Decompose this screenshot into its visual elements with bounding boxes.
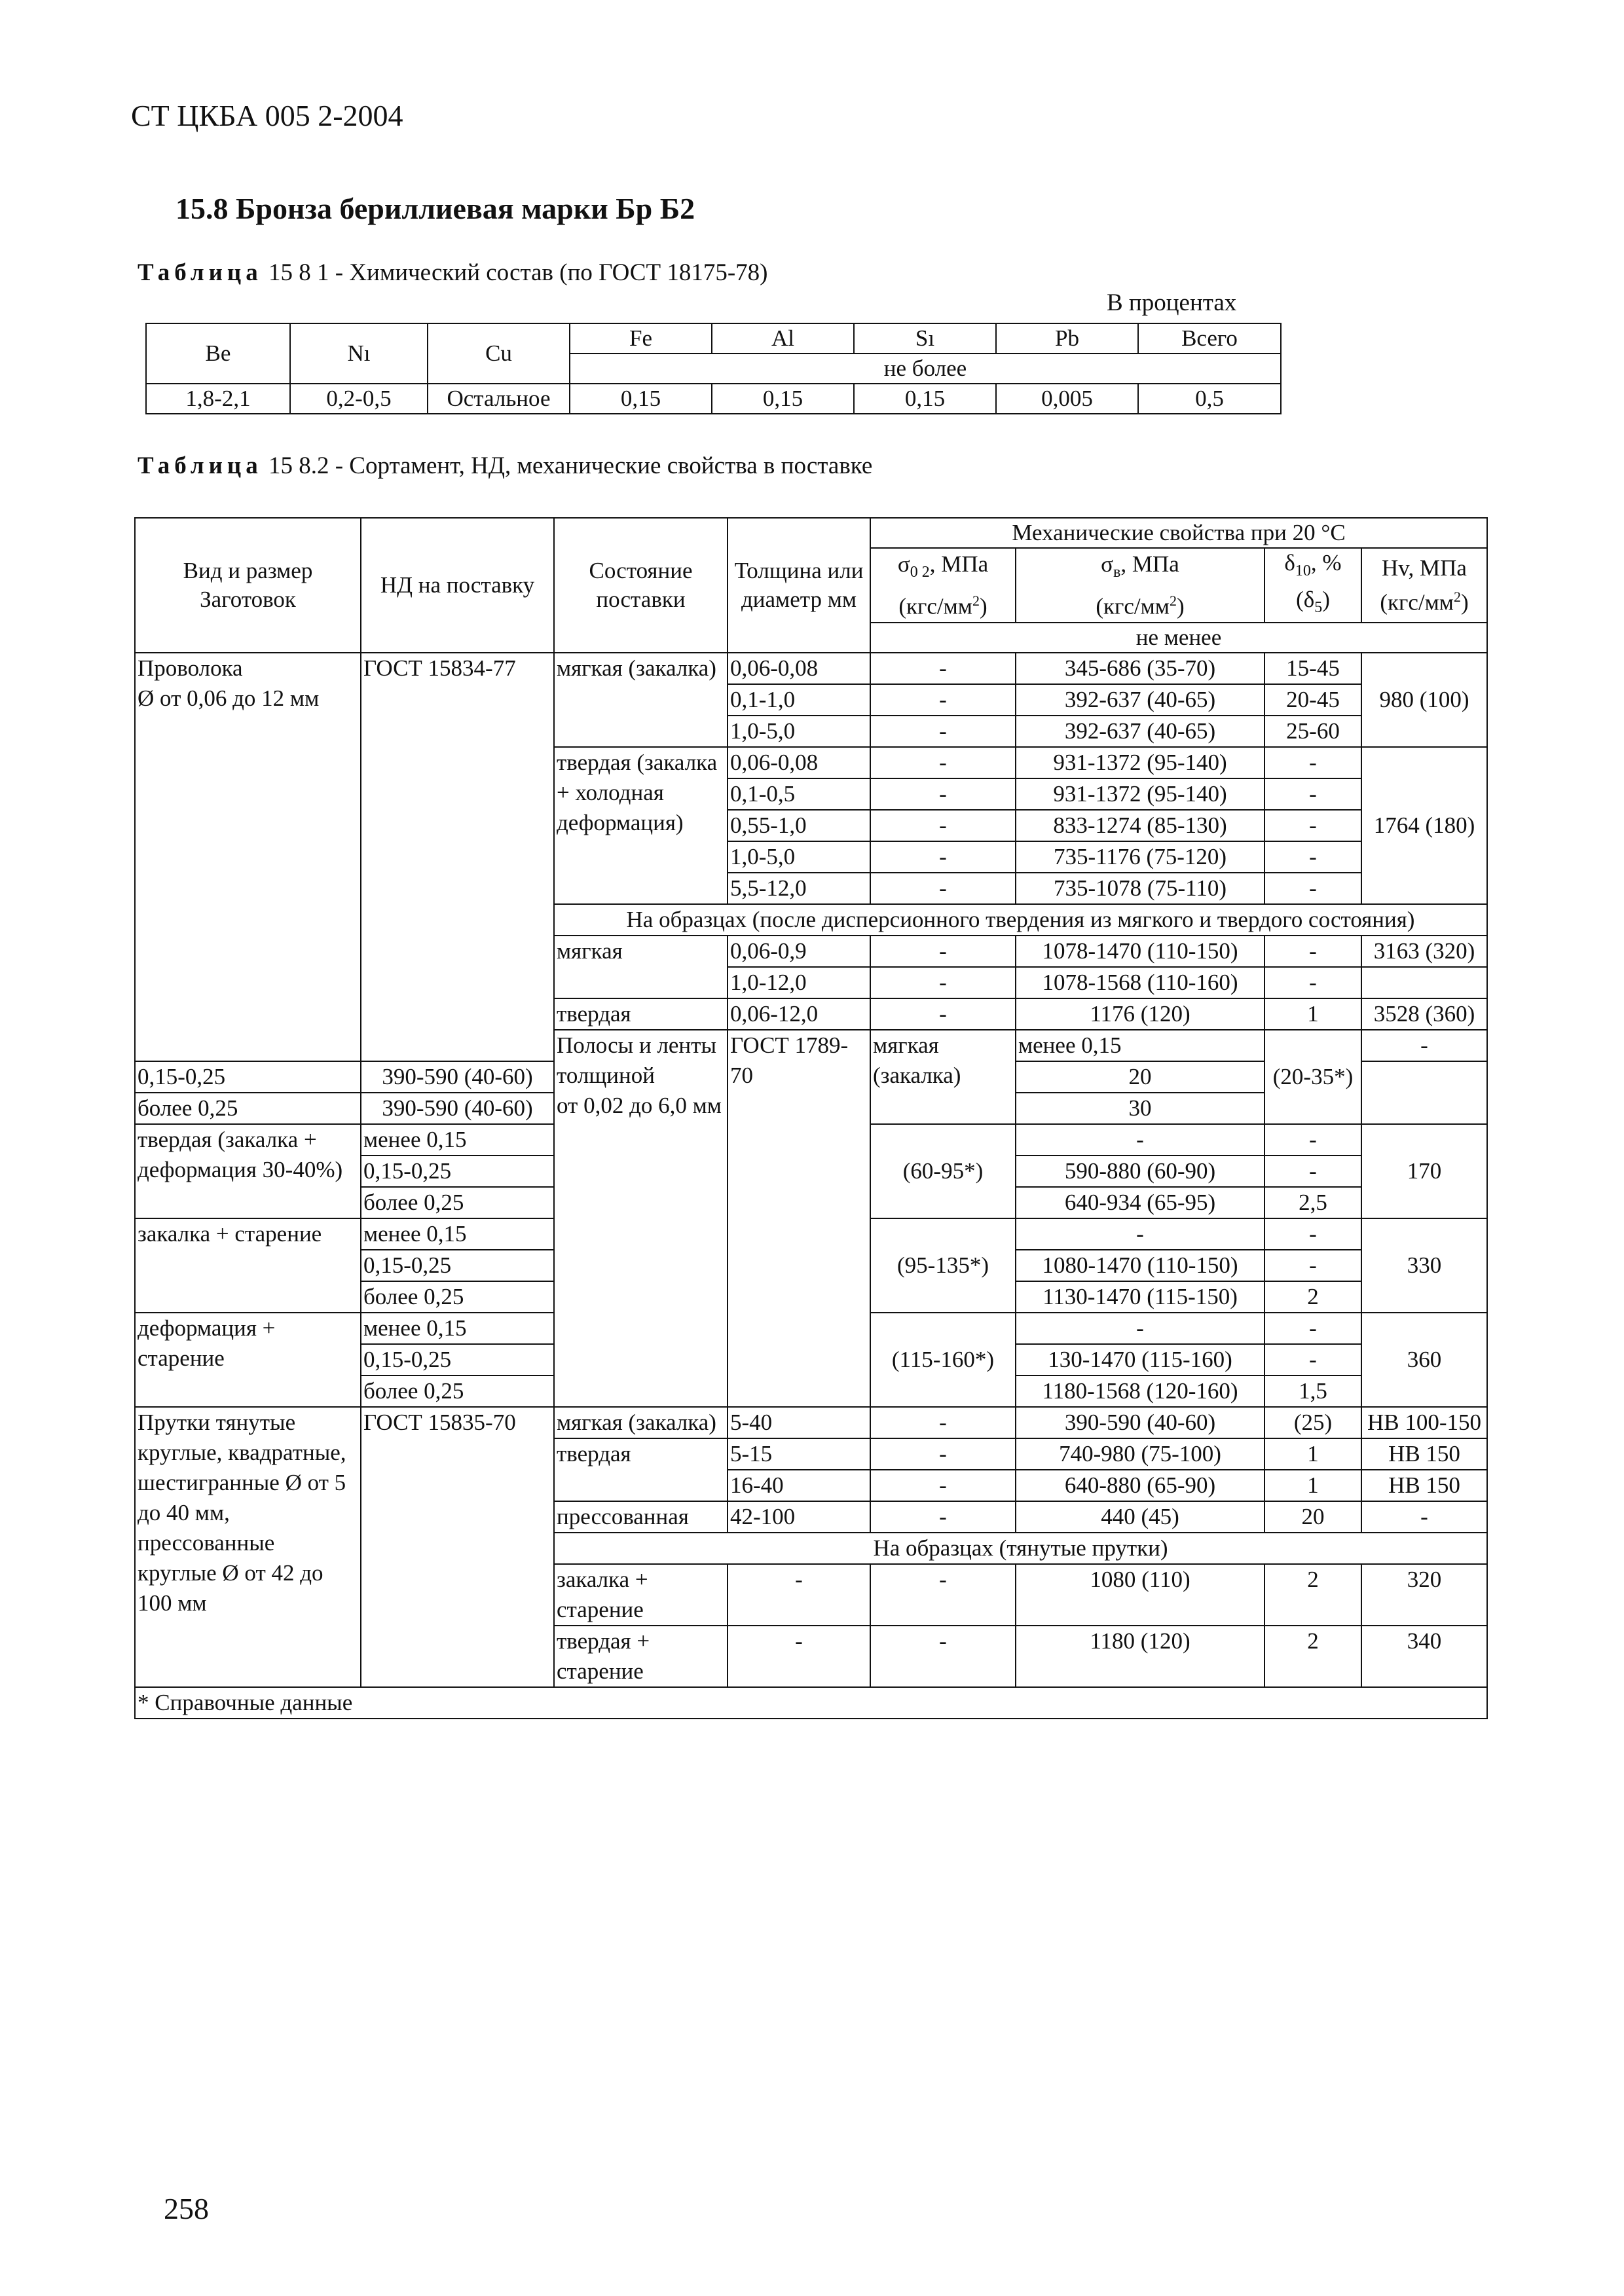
strips-nd: ГОСТ 1789-70	[728, 1030, 870, 1407]
tensile-cell: -	[1361, 1030, 1487, 1061]
thickness-cell: 0,06-0,08	[728, 747, 870, 778]
closing-paren: )	[1460, 589, 1469, 615]
thickness-cell: 1,0-12,0	[728, 967, 870, 998]
hardness-cell: 320	[1361, 1564, 1487, 1626]
tensile-cell: 1180 (120)	[1016, 1626, 1264, 1687]
cell-ni: 0,2-0,5	[290, 384, 428, 414]
yield-cell: -	[870, 810, 1016, 841]
tensile-cell: -	[1016, 1124, 1264, 1156]
wire-kind-line1: Проволока	[138, 655, 243, 681]
header-yield-strength	[870, 548, 1016, 623]
tensile-cell: 1080 (110)	[1016, 1564, 1264, 1626]
cell-total: 0,5	[1138, 384, 1281, 414]
yield-cell: -	[870, 841, 1016, 873]
thickness-cell: 16-40	[728, 1470, 870, 1501]
thickness-cell: более 0,25	[361, 1376, 554, 1407]
header-elongation-subscript: 10	[1295, 562, 1311, 579]
tensile-cell: 130-1470 (115-160)	[1016, 1344, 1264, 1376]
hardness-cell: НВ 150	[1361, 1470, 1487, 1501]
yield-cell: -	[870, 1501, 1016, 1533]
strips-kind	[554, 1030, 728, 1407]
thickness-cell: 42-100	[728, 1501, 870, 1533]
header-nd: НД на поставку	[361, 518, 554, 653]
thickness-cell: 1,0-5,0	[728, 716, 870, 747]
thickness-cell: более 0,25	[361, 1187, 554, 1218]
yield-cell: -	[870, 936, 1016, 967]
page-number: 258	[164, 2192, 209, 2225]
header-mech-props: Механические свойства при 20 °C	[870, 518, 1487, 548]
aged-hard-state: твердая	[554, 998, 728, 1030]
elongation-cell: 2	[1264, 1626, 1361, 1687]
yield-cell: -	[870, 967, 1016, 998]
squared-superscript: 2	[972, 592, 980, 609]
table-row	[135, 653, 1487, 684]
section-title: 15.8 Бронза бериллиевая марки Бр Б2	[175, 192, 695, 225]
elongation-cell: -	[1264, 873, 1361, 904]
document-id: СТ ЦКБА 005 2-2004	[131, 99, 403, 132]
header-pb: Pb	[996, 323, 1138, 354]
strips-state: мягкая (закалка)	[870, 1030, 1016, 1124]
thickness-cell: менее 0,15	[361, 1218, 554, 1250]
table-row	[135, 1687, 1487, 1719]
header-cu: Cu	[428, 323, 570, 384]
table1-caption-text: - Химический состав (по ГОСТ 18175-78)	[335, 259, 768, 286]
thickness-cell: более 0,25	[135, 1093, 361, 1124]
yield-cell: -	[870, 716, 1016, 747]
yield-cell: -	[870, 684, 1016, 716]
strips-kind-line1: Полосы и ленты	[557, 1032, 716, 1058]
elongation-cell: -	[1264, 810, 1361, 841]
tensile-cell: 1130-1470 (115-150)	[1016, 1281, 1264, 1313]
strips-state: закалка + старение	[135, 1218, 361, 1313]
thickness-cell: 0,1-0,5	[728, 778, 870, 810]
table2-caption-text: - Сортамент, НД, механические свойства в поставке	[335, 452, 873, 479]
wire-kind	[135, 653, 361, 1061]
header-total: Всего	[1138, 323, 1281, 354]
squared-superscript: 2	[1453, 588, 1461, 605]
tensile-cell: 390-590 (40-60)	[361, 1093, 554, 1124]
strips-kind-line3: от 0,02 до 6,0 мм	[557, 1093, 722, 1118]
sample-note: На образцах (тянутые прутки)	[554, 1533, 1487, 1564]
elongation-cell: 25-60	[1264, 716, 1361, 747]
elongation-cell: -	[1264, 1218, 1361, 1250]
table1-caption-label: Таблица	[138, 259, 263, 286]
elongation-cell: 20	[1016, 1061, 1264, 1093]
tensile-cell: 1078-1470 (110-150)	[1016, 936, 1264, 967]
rods-aged-state: закалка + старение	[554, 1564, 728, 1626]
header-yield-strength-unit: , МПа	[929, 551, 989, 577]
thickness-cell: 0,06-12,0	[728, 998, 870, 1030]
hardness-cell: 3528 (360)	[1361, 998, 1487, 1030]
elongation-cell: -	[1264, 747, 1361, 778]
thickness-cell: 0,06-0,9	[728, 936, 870, 967]
closing-paren: )	[979, 593, 987, 619]
rods-aged-state: твердая + старение	[554, 1626, 728, 1687]
elongation-cell: -	[1264, 967, 1361, 998]
elongation-cell: 15-45	[1264, 653, 1361, 684]
elongation-cell: 2	[1264, 1564, 1361, 1626]
header-yield-strength-subscript: 0 2	[910, 563, 930, 581]
tensile-cell: 590-880 (60-90)	[1016, 1156, 1264, 1187]
yield-cell: -	[870, 1564, 1016, 1626]
thickness-cell: менее 0,15	[1016, 1030, 1264, 1061]
strips-kind-line2: толщиной	[557, 1063, 655, 1088]
elongation-cell: -	[1264, 1344, 1361, 1376]
table1-caption	[138, 259, 767, 287]
footnote: * Справочные данные	[135, 1687, 1487, 1719]
yield-cell: -	[870, 1407, 1016, 1438]
header-elongation-symbol: δ	[1284, 550, 1295, 575]
tensile-cell: 1080-1470 (110-150)	[1016, 1250, 1264, 1281]
thickness-cell: 5-15	[728, 1438, 870, 1470]
yield-cell: -	[870, 1438, 1016, 1470]
elongation-cell: -	[1264, 1250, 1361, 1281]
elongation-cell: 20-45	[1264, 684, 1361, 716]
header-fe: Fe	[570, 323, 712, 354]
header-elongation	[1264, 548, 1361, 623]
rods-nd: ГОСТ 15835-70	[361, 1407, 554, 1687]
thickness-cell: менее 0,15	[361, 1124, 554, 1156]
thickness-cell: -	[728, 1564, 870, 1626]
yield-cell: -	[870, 653, 1016, 684]
cell-cu: Остальное	[428, 384, 570, 414]
tensile-cell: 735-1176 (75-120)	[1016, 841, 1264, 873]
header-tensile-strength-subscript: в	[1113, 563, 1121, 581]
elongation-cell: -	[1264, 1156, 1361, 1187]
elongation-cell: -	[1264, 1313, 1361, 1344]
thickness-cell: 1,0-5,0	[728, 841, 870, 873]
header-al: Al	[712, 323, 854, 354]
hardness-cell: НВ 100-150	[1361, 1407, 1487, 1438]
tensile-cell: 640-880 (65-90)	[1016, 1470, 1264, 1501]
tensile-cell: 440 (45)	[1016, 1501, 1264, 1533]
thickness-cell: -	[728, 1626, 870, 1687]
header-tensile-strength	[1016, 548, 1264, 623]
wire-kind-line2: Ø от 0,06 до 12 мм	[138, 685, 320, 711]
header-kind: Вид и размер Заготовок	[135, 518, 361, 653]
table1-caption-number: 15 8 1	[262, 259, 335, 286]
table2-caption-number: 15 8.2	[262, 452, 335, 479]
tensile-cell: 931-1372 (95-140)	[1016, 778, 1264, 810]
cell-pb: 0,005	[996, 384, 1138, 414]
thickness-cell: 0,15-0,25	[135, 1061, 361, 1093]
subheader-max: не более	[570, 354, 1281, 384]
sample-note: На образцах (после дисперсионного твердения из мягкого и твердого состояния)	[554, 904, 1487, 936]
tensile-cell: 392-637 (40-65)	[1016, 716, 1264, 747]
hardness-cell: 330	[1361, 1218, 1487, 1313]
tensile-cell: 390-590 (40-60)	[1016, 1407, 1264, 1438]
yield-cell: -	[870, 873, 1016, 904]
elongation-cell: 2	[1264, 1281, 1361, 1313]
thickness-cell: 0,55-1,0	[728, 810, 870, 841]
tensile-cell: 735-1078 (75-110)	[1016, 873, 1264, 904]
thickness-cell: 0,15-0,25	[361, 1250, 554, 1281]
hardness-cell: 360	[1361, 1313, 1487, 1407]
tensile-cell: 345-686 (35-70)	[1016, 653, 1264, 684]
yield-cell: (20-35*)	[1264, 1030, 1361, 1124]
header-tensile-strength-kgf: (кгс/мм	[1096, 593, 1170, 619]
chemical-composition-table	[145, 323, 1282, 414]
tensile-cell: 1180-1568 (120-160)	[1016, 1376, 1264, 1407]
table-row	[146, 384, 1281, 414]
tensile-cell: 390-590 (40-60)	[361, 1061, 554, 1093]
strips-state: твердая (закалка + деформация 30-40%)	[135, 1124, 361, 1218]
tensile-cell: 640-934 (65-95)	[1016, 1187, 1264, 1218]
elongation-cell: 1	[1264, 998, 1361, 1030]
header-ni: Nı	[290, 323, 428, 384]
header-state: Состояние поставки	[554, 518, 728, 653]
cell-be: 1,8-2,1	[146, 384, 290, 414]
table-row	[135, 1407, 1487, 1438]
yield-cell: -	[870, 747, 1016, 778]
elongation-cell: -	[1264, 841, 1361, 873]
thickness-cell: 0,15-0,25	[361, 1156, 554, 1187]
header-elongation-d5: (δ	[1296, 587, 1315, 612]
header-tensile-strength-symbol: σ	[1101, 551, 1114, 577]
elongation-cell: (25)	[1264, 1407, 1361, 1438]
elongation-cell: 1	[1264, 1470, 1361, 1501]
rods-hard-state: твердая	[554, 1438, 728, 1501]
thickness-cell: 5-40	[728, 1407, 870, 1438]
thickness-cell: 0,1-1,0	[728, 684, 870, 716]
thickness-cell: 0,15-0,25	[361, 1344, 554, 1376]
yield-cell: -	[870, 1470, 1016, 1501]
header-yield-strength-symbol: σ	[897, 551, 910, 577]
closing-paren: )	[1176, 593, 1185, 619]
table2-caption-label: Таблица	[138, 452, 263, 479]
thickness-cell: 0,06-0,08	[728, 653, 870, 684]
hardness-cell: 1764 (180)	[1361, 747, 1487, 904]
hardness-cell: НВ 150	[1361, 1438, 1487, 1470]
yield-cell: -	[870, 1626, 1016, 1687]
elongation-cell: -	[1264, 936, 1361, 967]
cell-al: 0,15	[712, 384, 854, 414]
header-be: Be	[146, 323, 290, 384]
header-tensile-strength-unit: , МПа	[1120, 551, 1179, 577]
header-thickness: Толщина или диаметр мм	[728, 518, 870, 653]
table-header-row	[135, 518, 1487, 548]
tensile-cell: 740-980 (75-100)	[1016, 1438, 1264, 1470]
elongation-cell: 1,5	[1264, 1376, 1361, 1407]
hardness-cell: -	[1361, 1501, 1487, 1533]
table2-caption	[138, 452, 872, 480]
tensile-cell: -	[1016, 1313, 1264, 1344]
thickness-cell: более 0,25	[361, 1281, 554, 1313]
table1-unit: В процентах	[1107, 289, 1237, 316]
elongation-cell: -	[1264, 1124, 1361, 1156]
yield-cell: (60-95*)	[870, 1124, 1016, 1218]
header-elongation-d5-subscript: 5	[1314, 599, 1323, 616]
wire-nd: ГОСТ 15834-77	[361, 653, 554, 1061]
tensile-cell: 392-637 (40-65)	[1016, 684, 1264, 716]
hardness-cell: 3163 (320)	[1361, 936, 1487, 967]
header-min: не менее	[870, 623, 1487, 653]
thickness-cell: 5,5-12,0	[728, 873, 870, 904]
rods-soft-state: мягкая (закалка)	[554, 1407, 728, 1438]
rods-kind: Прутки тянутые круглые, квадратные, шестигранные Ø от 5 до 40 мм, прессованные круглые Ø от 42 до 100 мм	[135, 1407, 361, 1687]
tensile-cell: -	[1016, 1218, 1264, 1250]
table-header-row	[146, 323, 1281, 354]
header-hardness	[1361, 548, 1487, 623]
header-hardness-kgf: (кгс/мм	[1380, 589, 1454, 615]
yield-cell: (95-135*)	[870, 1218, 1016, 1313]
elongation-cell: 30	[1016, 1093, 1264, 1124]
cell-fe: 0,15	[570, 384, 712, 414]
tensile-cell: 1176 (120)	[1016, 998, 1264, 1030]
strips-state: деформация + старение	[135, 1313, 361, 1407]
yield-cell: -	[870, 778, 1016, 810]
aged-soft-state: мягкая	[554, 936, 728, 998]
tensile-cell: 1078-1568 (110-160)	[1016, 967, 1264, 998]
tensile-cell: 931-1372 (95-140)	[1016, 747, 1264, 778]
tensile-cell: 833-1274 (85-130)	[1016, 810, 1264, 841]
elongation-cell: 2,5	[1264, 1187, 1361, 1218]
hardness-cell: 170	[1361, 1124, 1487, 1218]
mechanical-properties-table	[134, 517, 1488, 1719]
elongation-cell: 20	[1264, 1501, 1361, 1533]
hardness-cell: 980 (100)	[1361, 653, 1487, 747]
wire-hard-state: твердая (закалка + холодная деформация)	[554, 747, 728, 904]
elongation-cell: 1	[1264, 1438, 1361, 1470]
yield-cell: (115-160*)	[870, 1313, 1016, 1407]
header-yield-strength-kgf: (кгс/мм	[898, 593, 972, 619]
hardness-cell	[1361, 967, 1487, 998]
hardness-cell: 340	[1361, 1626, 1487, 1687]
header-elongation-unit: , %	[1310, 550, 1342, 575]
header-hardness-label: Hv, МПа	[1382, 555, 1467, 581]
yield-cell: -	[870, 998, 1016, 1030]
cell-si: 0,15	[854, 384, 996, 414]
elongation-cell: -	[1264, 778, 1361, 810]
rods-pressed-state: прессованная	[554, 1501, 728, 1533]
closing-paren: )	[1322, 587, 1330, 612]
thickness-cell: менее 0,15	[361, 1313, 554, 1344]
squared-superscript: 2	[1169, 592, 1177, 609]
header-si: Sı	[854, 323, 996, 354]
wire-soft-state: мягкая (закалка)	[554, 653, 728, 747]
